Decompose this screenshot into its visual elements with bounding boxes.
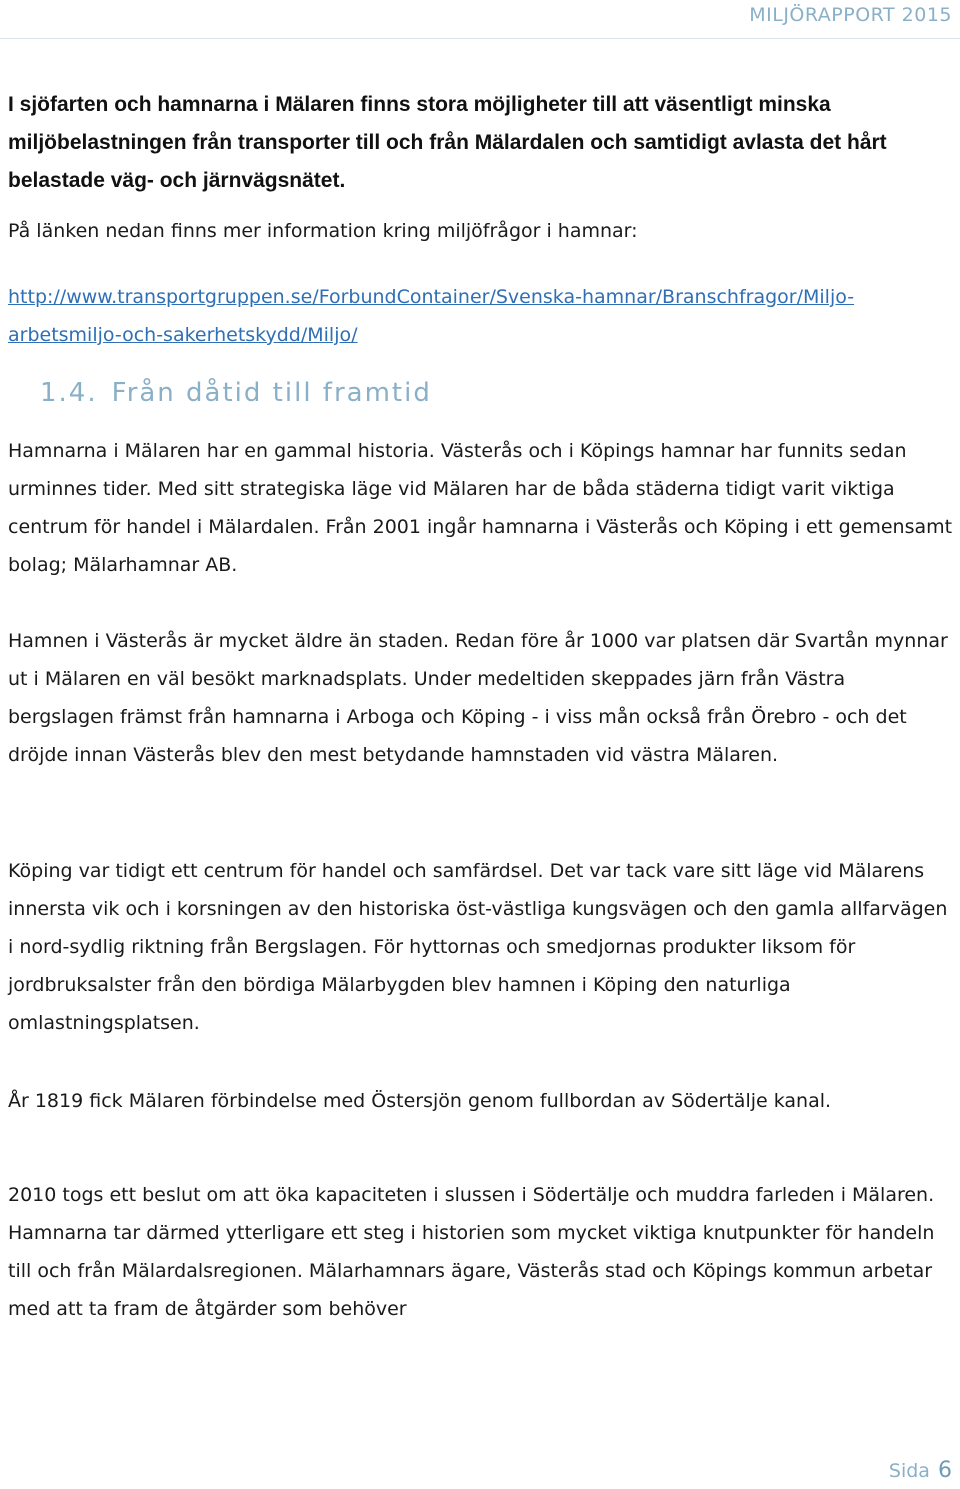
intro-lead-paragraph: I sjöfarten och hamnarna i Mälaren finns stora möjligheter till att väsentligt minska miljöbelastningen från transporter till och från Mälardalen och samtidigt avlasta det hårt belastade väg- och järnvägsnätet. [8,93,887,192]
section-title: Från dåtid till framtid [111,378,432,408]
page-footer [889,1458,952,1483]
paragraph-2010: 2010 togs ett beslut om att öka kapaciteten i slussen i Södertälje och muddra farleden i Mälaren. Hamnarna tar därmed ytterligare ett steg i historien som mycket viktiga knutpunkter för handeln till och från Mälardalsregionen. Mälarhamnars ägare, Västerås stad och Köpings kommun arbetar med att ta fram de åtgärder som behöver [8,1184,935,1320]
transportgruppen-link[interactable]: http://www.transportgruppen.se/ForbundContainer/Svenska-hamnar/Branschfragor/Miljo-arbetsmiljo-och-sakerhetskydd/Miljo/ [8,286,855,346]
paragraph-vasteras: Hamnen i Västerås är mycket äldre än staden. Redan före år 1000 var platsen där Svartån mynnar ut i Mälaren en väl besökt marknadsplats. Under medeltiden skeppades järn från Västra bergslagen främst från hamnarna i Arboga och Köping - i viss mån också från Örebro - och det dröjde innan Västerås blev den mest betydande hamnstaden vid västra Mälaren. [8,630,948,766]
paragraph-koping: Köping var tidigt ett centrum för handel och samfärdsel. Det var tack vare sitt läge vid Mälarens innersta vik och i korsningen av den historiska öst-västliga kungsvägen och den gamla allfarvägen i nord-sydlig riktning från Bergslagen. För hyttornas och smedjornas produkter liksom för jordbruksalster från den bördiga Mälarbygden blev hamnen i Köping den naturliga omlastningsplatsen. [8,860,948,1034]
page-number: 6 [938,1458,952,1483]
intro-link-description: På länken nedan finns mer information kring miljöfrågor i hamnar: [8,220,638,242]
section-number: 1.4. [40,378,98,408]
report-header-title: MILJÖRAPPORT 2015 [749,4,952,26]
page-label: Sida [888,1460,930,1482]
paragraph-history: Hamnarna i Mälaren har en gammal historia. Västerås och i Köpings hamnar har funnits sedan urminnes tider. Med sitt strategiska läge vid Mälaren har de båda städerna tidigt varit viktiga centrum för handel i Mälardalen. Från 2001 ingår hamnarna i Västerås och Köping i ett gemensamt bolag; Mälarhamnar AB. [8,440,953,576]
section-heading [40,378,432,408]
header-divider [0,38,960,39]
paragraph-1819: År 1819 fick Mälaren förbindelse med Östersjön genom fullbordan av Södertälje kanal. [8,1090,832,1112]
